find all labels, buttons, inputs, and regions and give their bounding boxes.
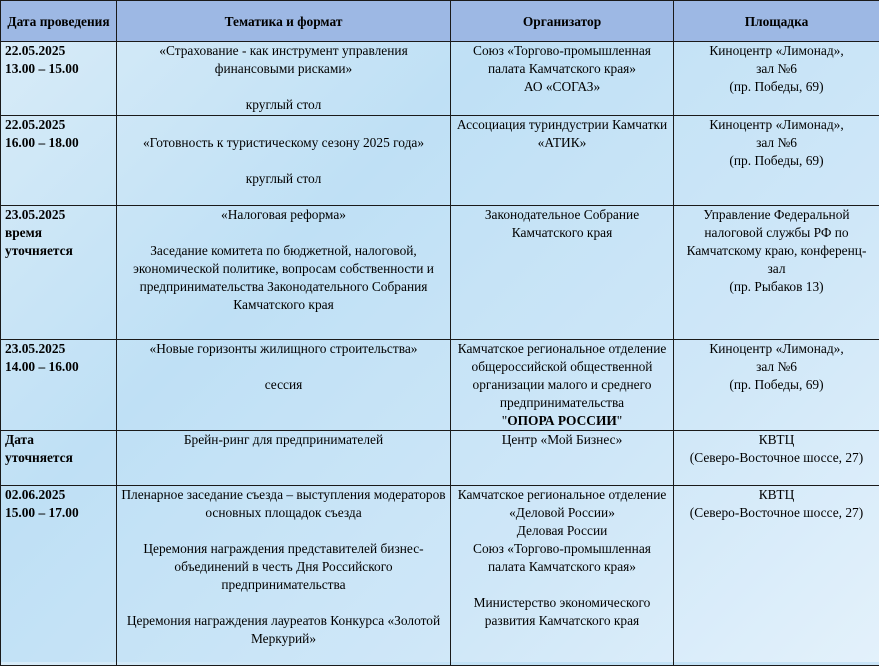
header-date: Дата проведения <box>1 1 117 42</box>
organizer-text: АО «СОГАЗ» <box>455 78 669 96</box>
venue-text: (Северо-Восточное шоссе, 27) <box>678 449 875 467</box>
venue-text: (пр. Победы, 69) <box>678 376 875 394</box>
date-text: 22.05.2025 <box>5 42 112 60</box>
topic-body: Заседание комитета по бюджетной, налоговой, экономической политике, вопросам собственности и предпринимательства Законодательного Собрания Камчатского края <box>121 242 446 314</box>
time-text: уточняется <box>5 449 112 467</box>
topic-format: сессия <box>121 376 446 394</box>
organizer-text: «АТИК» <box>455 134 669 152</box>
organizer-text: Законодательное Собрание Камчатского края <box>455 206 669 242</box>
time-text: 16.00 – 18.00 <box>5 134 112 152</box>
venue-text: КВТЦ <box>678 431 875 449</box>
date-text: 23.05.2025 <box>5 340 112 358</box>
organizer-cell <box>451 340 674 431</box>
time-text: время уточняется <box>5 224 112 260</box>
date-cell <box>1 431 117 486</box>
date-cell <box>1 486 117 666</box>
date-text: 02.06.2025 <box>5 486 112 504</box>
organizer-bold-line: "ОПОРА РОССИИ" <box>455 412 669 430</box>
time-text: 15.00 – 17.00 <box>5 504 112 522</box>
venue-cell <box>674 116 879 206</box>
organizer-text: Союз «Торгово-промышленная палата Камчатского края» <box>455 42 669 78</box>
organizer-bold-text: ОПОРА РОССИИ <box>507 413 617 428</box>
topic-title: «Готовность к туристическому сезону 2025 года» <box>121 134 446 152</box>
topic-cell <box>117 42 451 116</box>
topic-block: Церемония награждения лауреатов Конкурса «Золотой Меркурий» <box>121 612 446 648</box>
venue-text: зал №6 <box>678 134 875 152</box>
header-venue: Площадка <box>674 1 879 42</box>
table-row <box>1 431 879 486</box>
organizer-cell <box>451 486 674 666</box>
venue-cell <box>674 431 879 486</box>
header-row <box>1 1 879 42</box>
date-cell <box>1 42 117 116</box>
topic-cell <box>117 206 451 340</box>
organizer-text: Министерство экономического развития Камчатского края <box>455 594 669 630</box>
venue-text: Киноцентр «Лимонад», <box>678 42 875 60</box>
venue-cell <box>674 486 879 666</box>
venue-text: (пр. Победы, 69) <box>678 78 875 96</box>
organizer-text: Ассоциация туриндустрии Камчатки <box>455 116 669 134</box>
header-topic: Тематика и формат <box>117 1 451 42</box>
topic-title: Брейн-ринг для предпринимателей <box>121 431 446 449</box>
date-cell <box>1 116 117 206</box>
organizer-cell <box>451 431 674 486</box>
topic-block: Церемония награждения представителей бизнес-объединений в честь Дня Российского предпринимательства <box>121 540 446 594</box>
time-text: 14.00 – 16.00 <box>5 358 112 376</box>
topic-cell <box>117 431 451 486</box>
topic-format: круглый стол <box>121 170 446 188</box>
date-text: 22.05.2025 <box>5 116 112 134</box>
date-text: Дата <box>5 431 112 449</box>
header-organizer: Организатор <box>451 1 674 42</box>
organizer-cell <box>451 206 674 340</box>
topic-cell <box>117 486 451 666</box>
table-row <box>1 486 879 666</box>
venue-cell <box>674 42 879 116</box>
topic-format: круглый стол <box>121 96 446 114</box>
topic-title: «Страхование - как инструмент управления финансовыми рисками» <box>121 42 446 78</box>
venue-text: (пр. Победы, 69) <box>678 152 875 170</box>
venue-text: зал №6 <box>678 60 875 78</box>
topic-title: «Налоговая реформа» <box>121 206 446 224</box>
date-cell <box>1 340 117 431</box>
venue-text: зал №6 <box>678 358 875 376</box>
venue-text: (пр. Рыбаков 13) <box>678 278 875 296</box>
date-text: 23.05.2025 <box>5 206 112 224</box>
table-row <box>1 340 879 431</box>
venue-text: Управление Федеральной налоговой службы РФ по Камчатскому краю, конференц-зал <box>678 206 875 278</box>
organizer-text: Центр «Мой Бизнес» <box>455 431 669 449</box>
venue-text: (Северо-Восточное шоссе, 27) <box>678 504 875 522</box>
venue-text: Киноцентр «Лимонад», <box>678 340 875 358</box>
topic-title: «Новые горизонты жилищного строительства» <box>121 340 446 358</box>
time-text: 13.00 – 15.00 <box>5 60 112 78</box>
table-row <box>1 116 879 206</box>
table-row <box>1 206 879 340</box>
organizer-cell <box>451 42 674 116</box>
venue-text: КВТЦ <box>678 486 875 504</box>
date-cell <box>1 206 117 340</box>
topic-cell <box>117 116 451 206</box>
table-row <box>1 42 879 116</box>
venue-text: Киноцентр «Лимонад», <box>678 116 875 134</box>
organizer-cell <box>451 116 674 206</box>
organizer-text: Союз «Торгово-промышленная палата Камчатского края» <box>455 540 669 576</box>
organizer-text: Деловая России <box>455 522 669 540</box>
organizer-text: Камчатское региональное отделение «Деловой России» <box>455 486 669 522</box>
venue-cell <box>674 206 879 340</box>
topic-block: Пленарное заседание съезда – выступления модераторов основных площадок съезда <box>121 486 446 522</box>
organizer-text: Камчатское региональное отделение общероссийской общественной организации малого и среднего предпринимательства <box>455 340 669 412</box>
topic-cell <box>117 340 451 431</box>
venue-cell <box>674 340 879 431</box>
